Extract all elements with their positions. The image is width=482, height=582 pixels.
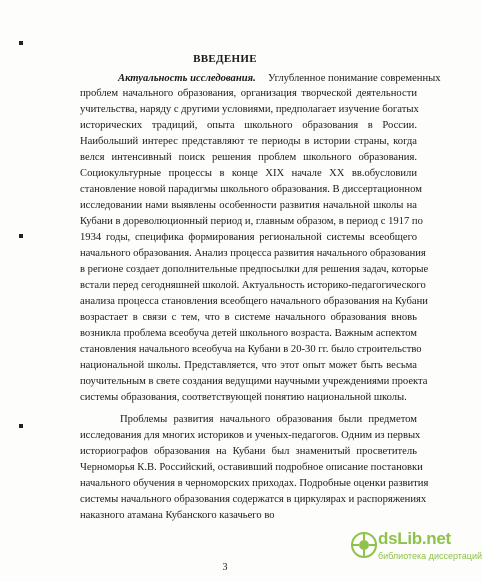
text-line: Черноморья К.В. Российский, оставивший подробное описание постановки (80, 462, 423, 473)
text-line: начального обучения в черноморских приходах. Подробные оценки развития (80, 478, 429, 489)
text-line: исследовании нами выявлены особенности развития начальной школы на (80, 200, 417, 211)
text-line: наказного атамана Кубанского казачьего во (80, 510, 275, 521)
text-line: проблем начального образования, организация творческой деятельности (80, 88, 417, 99)
text-line: национальной школы. Представляется, что этот опыт может быть весьма (80, 360, 417, 371)
text-line: становления начального всеобуча на Кубани в 20-30 гг. было строительство (80, 344, 422, 355)
text-line: встали перед сегодняшней школой. Актуальность историко-педагогического (80, 280, 426, 291)
text-line: Проблемы развития начального образования были предметом (120, 414, 417, 425)
text-line: Углубленное понимание современных (268, 73, 441, 84)
text-line: Кубани в дореволюционный период и, главным образом, в период с 1917 по (80, 216, 423, 227)
text-line: учительства, наряду с другими условиями, предполагает изучение богатых (80, 104, 419, 115)
text-line: возникла проблема всеобуча детей школьного возраста. Важным аспектом (80, 328, 417, 339)
lead-label: Актуальность исследования. (118, 73, 256, 84)
text-line: 1934 годы, специфика формирования региональной системы всеобщего (80, 232, 417, 243)
text-line: системы начального образования содержатся в циркулярах и распоряжениях (80, 494, 427, 505)
document-title: ВВЕДЕНИЕ (193, 53, 257, 65)
text-line: системы образования, соответствующей понятию национальной школы. (80, 392, 407, 403)
watermark-site: dsLib.net (378, 529, 451, 548)
text-line: анализа процесса становления всеобщего начального образования на Кубани (80, 296, 428, 307)
scan-mark (19, 41, 23, 45)
lead-line (118, 73, 256, 85)
text-line: исторических традиций, опыта школьного образования в России. (80, 120, 417, 131)
watermark-subtitle: библиотека диссертаций (378, 551, 482, 561)
scan-mark (19, 234, 23, 238)
text-line: исследования для многих историков и ученых-педагогов. Одним из первых (80, 430, 421, 441)
text-line: Социокультурные процессы в конце XIX начале XX вв.обусловили (80, 168, 417, 179)
text-line: начального образования. Анализ процесса развития начального образования (80, 248, 426, 259)
watermark (350, 529, 482, 573)
text-line: становление новой парадигмы школьного образования. В диссертационном (80, 184, 422, 195)
text-line: Наибольший интерес представляют те периоды в истории страны, когда (80, 136, 417, 147)
scan-mark (19, 424, 23, 428)
text-line: велся интенсивный поиск решения проблем школьного образования. (80, 152, 417, 163)
text-line: в регионе создает дополнительные предпосылки для решения задач, которые (80, 264, 429, 275)
text-line: историографов образования на Кубани был знаменитый просветитель (80, 446, 417, 457)
page-number: 3 (222, 562, 228, 573)
text-line: возрастает в связи с тем, что в системе начального образования вновь (80, 312, 417, 323)
text-line: поучительным в свете создания ведущими научными учреждениями проекта (80, 376, 428, 387)
dslib-logo-icon (350, 531, 378, 559)
